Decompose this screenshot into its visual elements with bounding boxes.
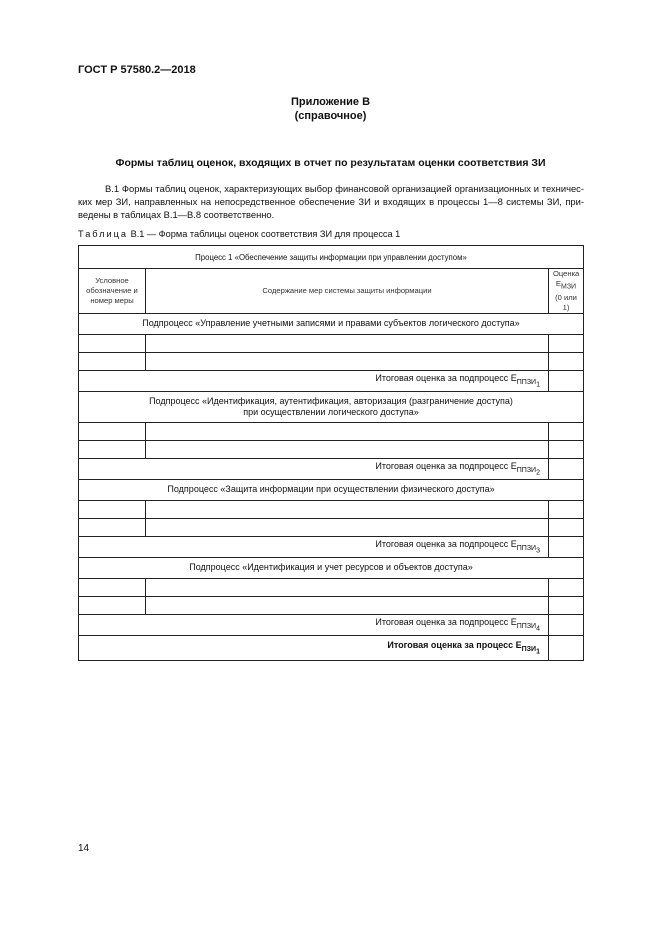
subtotal-row (79, 536, 584, 557)
subtotal-sub-prefix: ППЗИ (516, 544, 537, 552)
measure-content-cell[interactable] (146, 334, 549, 352)
measure-row (79, 578, 584, 596)
subtotal-sub-prefix: ППЗИ (516, 466, 537, 474)
subprocess-title: Подпроцесс «Управление учетными записями и правами субъектов логического доступа» (79, 313, 584, 334)
subtotal-text: Итоговая оценка за подпроцесс E (375, 538, 517, 549)
measure-content-cell[interactable] (146, 578, 549, 596)
subtotal-label (79, 370, 549, 391)
measure-content-cell[interactable] (146, 440, 549, 458)
subprocess-title-line: при осуществлении логического доступа» (243, 406, 419, 417)
measure-score-cell[interactable] (548, 334, 583, 352)
process-header-row (79, 246, 584, 269)
subtotal-text: Итоговая оценка за подпроцесс E (375, 460, 517, 471)
subtotal-index: 1 (536, 381, 540, 389)
subtotal-sub-prefix: ППЗИ (516, 622, 537, 630)
measure-id-cell[interactable] (79, 352, 146, 370)
grand-sub-prefix: ПЗИ (521, 645, 537, 653)
subtotal-text: Итоговая оценка за подпроцесс E (375, 372, 517, 383)
measure-content-cell[interactable] (146, 500, 549, 518)
measure-content-cell[interactable] (146, 596, 549, 614)
subtotal-subscript (516, 544, 540, 555)
subprocess-title: Подпроцесс «Защита информации при осуществлении физического доступа» (79, 479, 584, 500)
measure-row (79, 440, 584, 458)
score-subscript: МЗИ (560, 283, 577, 291)
subtotal-score-cell[interactable] (548, 370, 583, 391)
measure-score-cell[interactable] (548, 440, 583, 458)
measure-id-cell[interactable] (79, 440, 146, 458)
score-label: Оценка E (552, 269, 580, 288)
subprocess-title: Подпроцесс «Идентификация и учет ресурсов и объектов доступа» (79, 557, 584, 578)
subprocess-row (79, 479, 584, 500)
grand-total-score-cell[interactable] (548, 635, 583, 660)
process-title: Процесс 1 «Обеспечение защиты информации при управлении доступом» (79, 246, 584, 269)
column-header-row (79, 269, 584, 314)
measure-id-cell[interactable] (79, 596, 146, 614)
measure-row (79, 500, 584, 518)
subtotal-index: 3 (536, 547, 540, 555)
score-range: (0 или 1) (555, 292, 577, 312)
subtotal-score-cell[interactable] (548, 614, 583, 635)
subprocess-title-line: Подпроцесс «Идентификация, аутентификация, авторизация (разграничение доступа) (149, 395, 513, 406)
subtotal-label (79, 458, 549, 479)
measure-row (79, 518, 584, 536)
subtotal-subscript (516, 466, 540, 477)
measure-id-cell[interactable] (79, 578, 146, 596)
subprocess-row (79, 557, 584, 578)
page-number: 14 (78, 843, 90, 854)
measure-score-cell[interactable] (548, 422, 583, 440)
grand-total-row (79, 635, 584, 660)
subtotal-row (79, 370, 584, 391)
subtotal-subscript (516, 622, 540, 633)
subtotal-row (79, 614, 584, 635)
measure-content-cell[interactable] (146, 352, 549, 370)
measure-score-cell[interactable] (548, 578, 583, 596)
measure-score-cell[interactable] (548, 596, 583, 614)
subtotal-index: 2 (536, 469, 540, 477)
appendix-heading (0, 95, 661, 123)
measure-content-cell[interactable] (146, 422, 549, 440)
measure-id-cell[interactable] (79, 422, 146, 440)
subtotal-score-cell[interactable] (548, 458, 583, 479)
appendix-title: Приложение В (290, 96, 371, 108)
measure-score-cell[interactable] (548, 352, 583, 370)
subtotal-text: Итоговая оценка за подпроцесс E (375, 616, 517, 627)
caption-prefix: Таблица (78, 229, 129, 239)
column-header-score (548, 269, 583, 314)
measure-row (79, 596, 584, 614)
grand-total-subscript (521, 645, 540, 656)
measure-content-cell[interactable] (146, 518, 549, 536)
subtotal-row (79, 458, 584, 479)
subprocess-row (79, 313, 584, 334)
column-header-measure-id: Условное обозначение и номер меры (79, 269, 146, 314)
measure-id-cell[interactable] (79, 518, 146, 536)
column-header-measure-content: Содержание мер системы защиты информации (146, 269, 549, 314)
subtotal-index: 4 (536, 625, 540, 633)
measure-row (79, 334, 584, 352)
measure-score-cell[interactable] (548, 518, 583, 536)
intro-paragraph: В.1 Формы таблиц оценок, характеризующих выбор финансовой организацией организационных и технических мер ЗИ, направленных на непосредственное обеспечение ЗИ и входящих в процессы 1—8 системы ЗИ, приведены в таблицах В.1—В.8 соответственно. (78, 183, 584, 220)
measure-id-cell[interactable] (79, 334, 146, 352)
grand-index: 1 (536, 648, 540, 656)
measure-row (79, 352, 584, 370)
table-caption (78, 229, 400, 239)
subprocess-row (79, 391, 584, 422)
grand-total-text: Итоговая оценка за процесс E (387, 639, 522, 650)
subtotal-sub-prefix: ППЗИ (516, 378, 537, 386)
document-header: ГОСТ Р 57580.2—2018 (78, 64, 196, 76)
grand-total-label (79, 635, 549, 660)
subprocess-title (79, 391, 584, 422)
assessment-table (78, 245, 584, 661)
subtotal-label (79, 614, 549, 635)
subtotal-subscript (516, 378, 540, 389)
measure-row (79, 422, 584, 440)
subtotal-label (79, 536, 549, 557)
measure-id-cell[interactable] (79, 500, 146, 518)
subtotal-score-cell[interactable] (548, 536, 583, 557)
measure-score-cell[interactable] (548, 500, 583, 518)
caption-text: В.1 — Форма таблицы оценок соответствия ЗИ для процесса 1 (130, 229, 401, 239)
appendix-subtitle: (справочное) (294, 110, 367, 122)
section-title: Формы таблиц оценок, входящих в отчет по результатам оценки соответствия ЗИ (115, 157, 546, 169)
